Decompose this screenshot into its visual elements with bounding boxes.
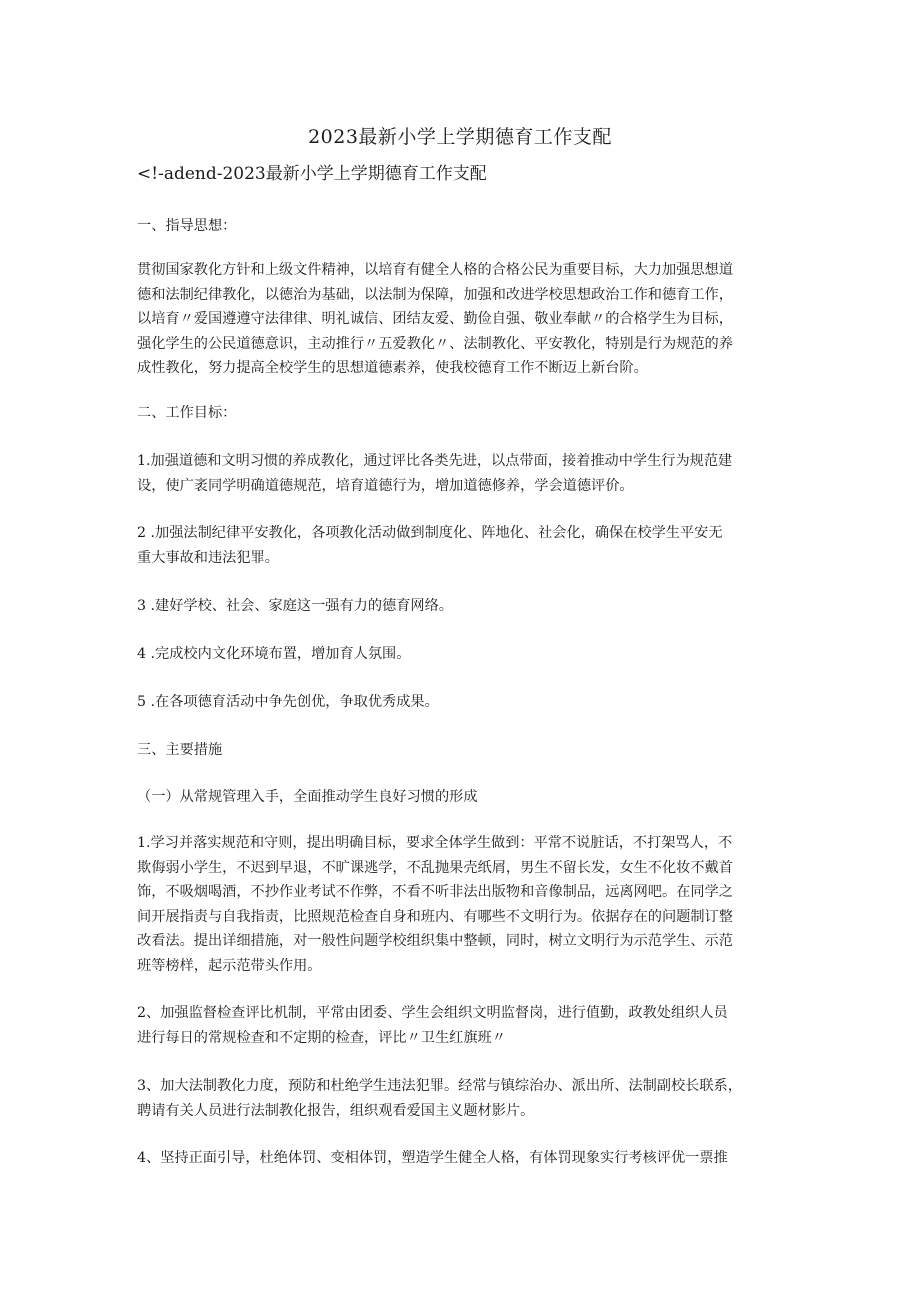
section-heading-work-goals [137,401,787,426]
text-line: 聘请有关人员进行法制教化报告，组织观看爱国主义题材影片。 [137,1102,535,1119]
text-line: 一、指导思想： [137,218,237,234]
text-line: 以培育〃爱国遵遵守法律律、明礼诚信、团结友爱、勤俭自强、敬业奉献〃的合格学生为目标， [137,311,733,328]
text-line: 1.学习并落实规范和守则，提出明确目标，要求全体学生做到：平常不说脏话，不打架骂人，不 [137,835,733,851]
subsection-heading-routine-management [137,785,787,810]
text-line: （一）从常规管理入手，全面推动学生良好习惯的形成 [137,789,478,805]
text-line: 饰，不吸烟喝酒，不抄作业考试不作弊，不看不听非法出版物和音像制品，远离网吧。在同学之 [137,884,733,901]
text-line: 3、加大法制教化力度，预防和杜绝学生违法犯罪。经常与镇综治办、派出所、法制副校长联系， [137,1078,742,1094]
text-line: 重大事故和违法犯罪。 [137,549,279,566]
text-line: 强化学生的公民道德意识，主动推行〃五爱教化〃、法制教化、平安教化，特别是行为规范的养 [137,335,733,352]
document-title: 2023最新小学上学期德育工作支配 [308,126,612,148]
goal-item-3 [137,594,787,619]
text-line: 成性教化，努力提高全校学生的思想道德素养，使我校德育工作不断迈上新台阶。 [137,360,648,377]
text-line: 5 .在各项德育活动中争先创优，争取优秀成果。 [137,694,439,710]
section-heading-guiding-ideology [137,214,787,239]
text-line: 4 .完成校内文化环境布置，增加育人氛围。 [137,646,411,662]
text-line: 班等榜样，起示范带头作用。 [137,957,322,974]
text-line: 二、工作目标： [137,405,237,421]
paragraph-guiding-ideology [137,258,787,381]
measure-item-3 [137,1074,787,1123]
goal-item-2 [137,521,787,570]
text-line: 2、加强监督检查评比机制，平常由团委、学生会组织文明监督岗，进行值勤，政教处组织人员 [137,1005,728,1021]
goal-item-5 [137,690,787,715]
measure-item-2 [137,1001,787,1050]
goal-item-4 [137,642,787,667]
text-line: 2 .加强法制纪律平安教化，各项教化活动做到制度化、阵地化、社会化，确保在校学生平安无 [137,525,723,541]
text-line: 设，使广袤同学明确道德规范，培育道德行为，增加道德修养，学会道德评价。 [137,477,634,494]
goal-item-1 [137,449,787,498]
section-heading-main-measures [137,738,787,763]
document-subtitle: <!-adend-2023最新小学上学期德育工作支配 [137,164,487,184]
text-line: 间开展指责与自我指责，比照规范检查自身和班内、有哪些不文明行为。依据存在的问题制订整 [137,908,733,925]
text-line: 进行每日的常规检查和不定期的检查，评比〃卫生红旗班〃 [137,1029,506,1046]
text-line: 4、坚持正面引导，杜绝体罚、变相体罚，塑造学生健全人格，有体罚现象实行考核评优一票推 [137,1150,728,1166]
text-line: 欺侮弱小学生，不迟到早退，不旷课逃学，不乱抛果壳纸屑，男生不留长发，女生不化妆不戴首 [137,859,733,876]
text-line: 1.加强道德和文明习惯的养成教化，通过评比各类先进，以点带面，接着推动中学生行为规范建 [137,453,733,469]
measure-item-1 [137,831,787,979]
text-line: 贯彻国家教化方针和上级文件精神，以培育有健全人格的合格公民为重要目标，大力加强思想道 [137,262,733,278]
text-line: 三、主要措施 [137,742,223,758]
text-line: 德和法制纪律教化，以德治为基础，以法制为保障，加强和改进学校思想政治工作和德育工作， [137,286,733,303]
text-line: 3 .建好学校、社会、家庭这一强有力的德育网络。 [137,598,453,614]
text-line: 改看法。提出详细措施，对一般性问题学校组织集中整顿，同时，树立文明行为示范学生、示范 [137,933,733,950]
measure-item-4 [137,1146,787,1171]
